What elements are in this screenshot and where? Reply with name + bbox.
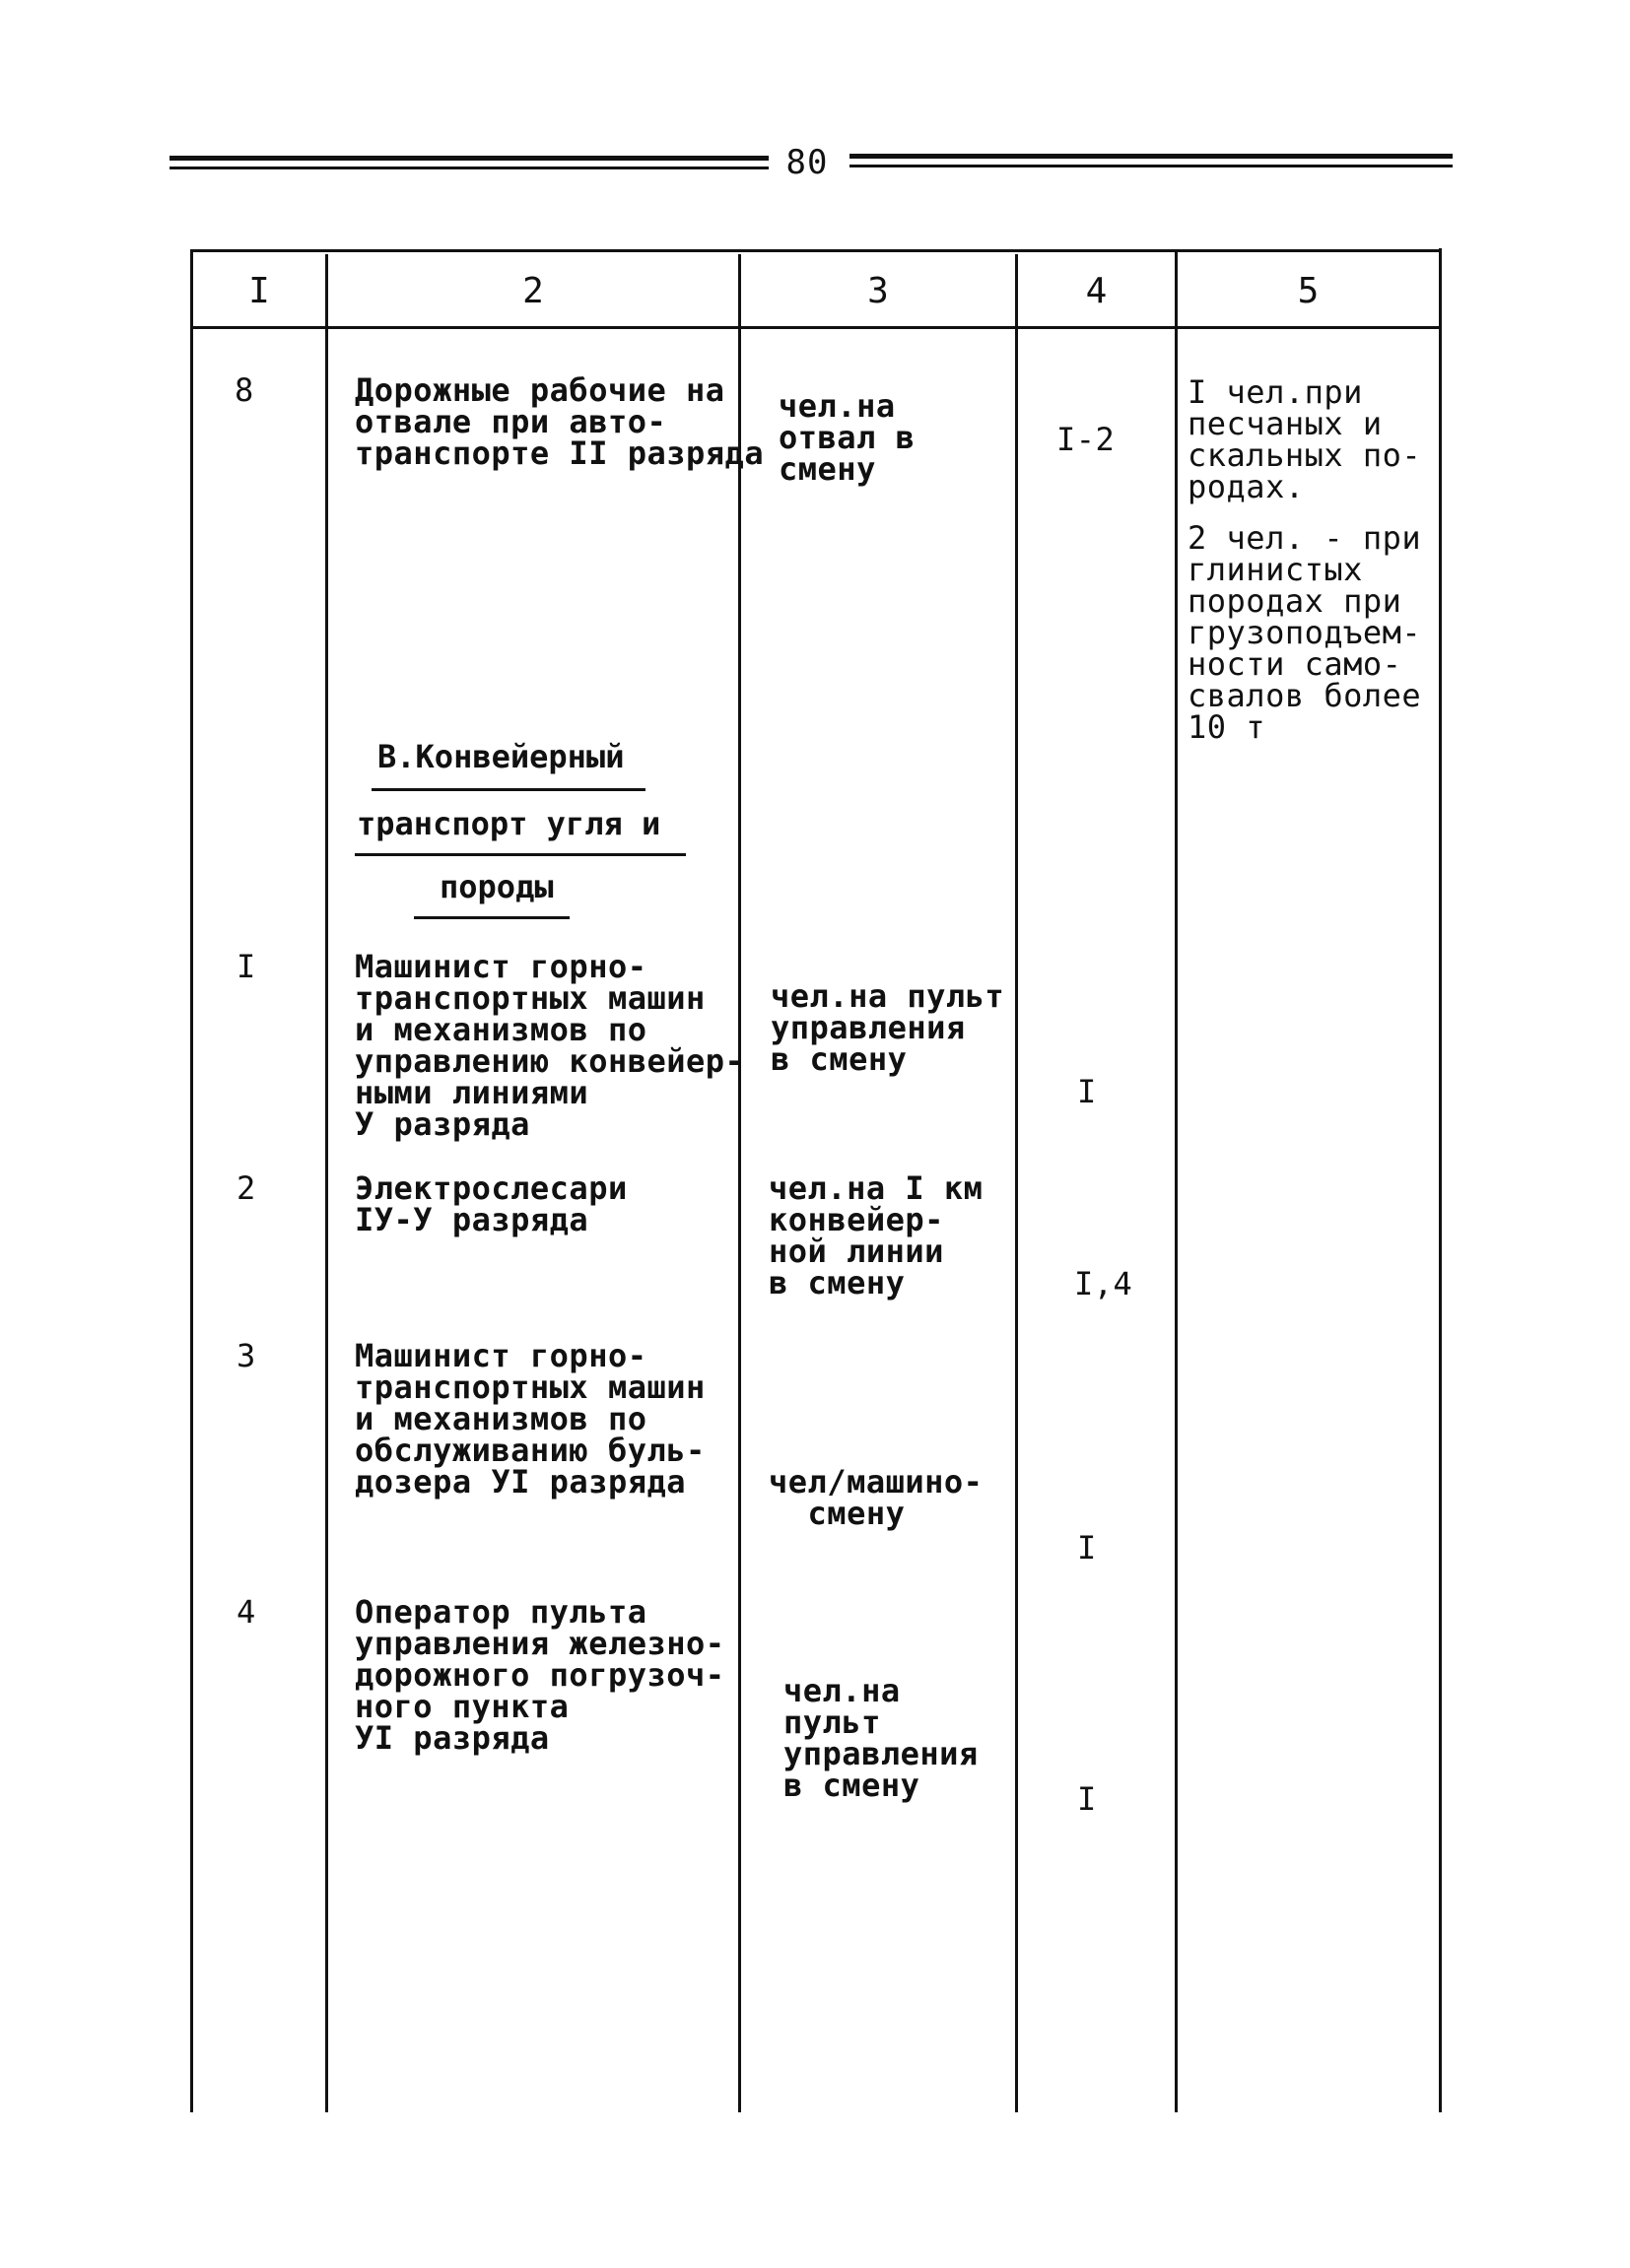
table-header-col-5: 5	[1297, 271, 1320, 311]
table-border-left	[190, 250, 193, 2112]
row-unit: чел.на пульт управления в смену	[783, 1672, 979, 1804]
header-rule-right-bottom	[849, 165, 1453, 167]
table-border-right	[1439, 248, 1442, 2112]
row-number: I	[237, 948, 256, 985]
row-unit: чел.на I км конвейер- ной линии в смену	[769, 1169, 984, 1301]
table-col-divider-4	[1175, 252, 1178, 2112]
header-rule-left-bottom	[170, 167, 769, 169]
row-number: 2	[237, 1169, 256, 1207]
row-title: Электрослесари IУ-У разряда	[355, 1169, 628, 1238]
row-title: Оператор пульта управления железно- дорожного погрузоч- ного пункта УI разряда	[355, 1593, 725, 1757]
table-header-divider	[190, 326, 1442, 329]
section-heading-line-2: транспорт угля и	[357, 805, 661, 842]
section-heading-line-1: В.Конвейерный	[377, 738, 625, 775]
table-header-col-3: 3	[867, 271, 889, 311]
row-title: Машинист горно- транспортных машин и механизмов по обслуживанию буль- дозера УI разряда	[355, 1337, 706, 1501]
row-number: 8	[235, 371, 254, 409]
table-col-divider-3	[1015, 254, 1018, 2112]
section-heading-underline-2	[355, 853, 686, 856]
row-norm: I	[1077, 1529, 1097, 1567]
header-rule-left-top	[170, 156, 769, 161]
row-norm: I,4	[1074, 1265, 1133, 1302]
header-rule-right-top	[849, 154, 1453, 159]
row-norm: I-2	[1056, 421, 1116, 458]
row-norm: I	[1077, 1780, 1097, 1818]
section-heading-underline-1	[372, 788, 645, 791]
row-title: Машинист горно- транспортных машин и механизмов по управлению конвейер- ными линиями У разряда	[355, 948, 745, 1143]
row-unit: чел/машино- смену	[769, 1463, 984, 1532]
row-unit: чел.на пульт управления в смену	[771, 977, 1005, 1078]
table-col-divider-2	[738, 254, 741, 2112]
row-norm: I	[1077, 1073, 1097, 1110]
row-number: 4	[237, 1593, 256, 1631]
row-note: I чел.при песчаных и скальных по- родах.	[1188, 373, 1422, 505]
row-unit: чел.на отвал в смену	[779, 387, 916, 488]
table-border-top	[190, 249, 1442, 252]
row-title: Дорожные рабочие на отвале при авто- транспорте II разряда	[355, 371, 765, 472]
row-note-extra: 2 чел. - при глинистых породах при грузоподъем- ности само- свалов более 10 т	[1188, 519, 1422, 746]
section-heading-underline-3	[414, 916, 570, 919]
page-number: 80	[785, 143, 829, 182]
table-header-col-1: I	[248, 271, 270, 311]
table-col-divider-1	[325, 254, 328, 2112]
table-header-col-2: 2	[522, 271, 544, 311]
section-heading-line-3: породы	[440, 868, 554, 905]
row-number: 3	[237, 1337, 256, 1374]
table-header-col-4: 4	[1085, 271, 1108, 311]
